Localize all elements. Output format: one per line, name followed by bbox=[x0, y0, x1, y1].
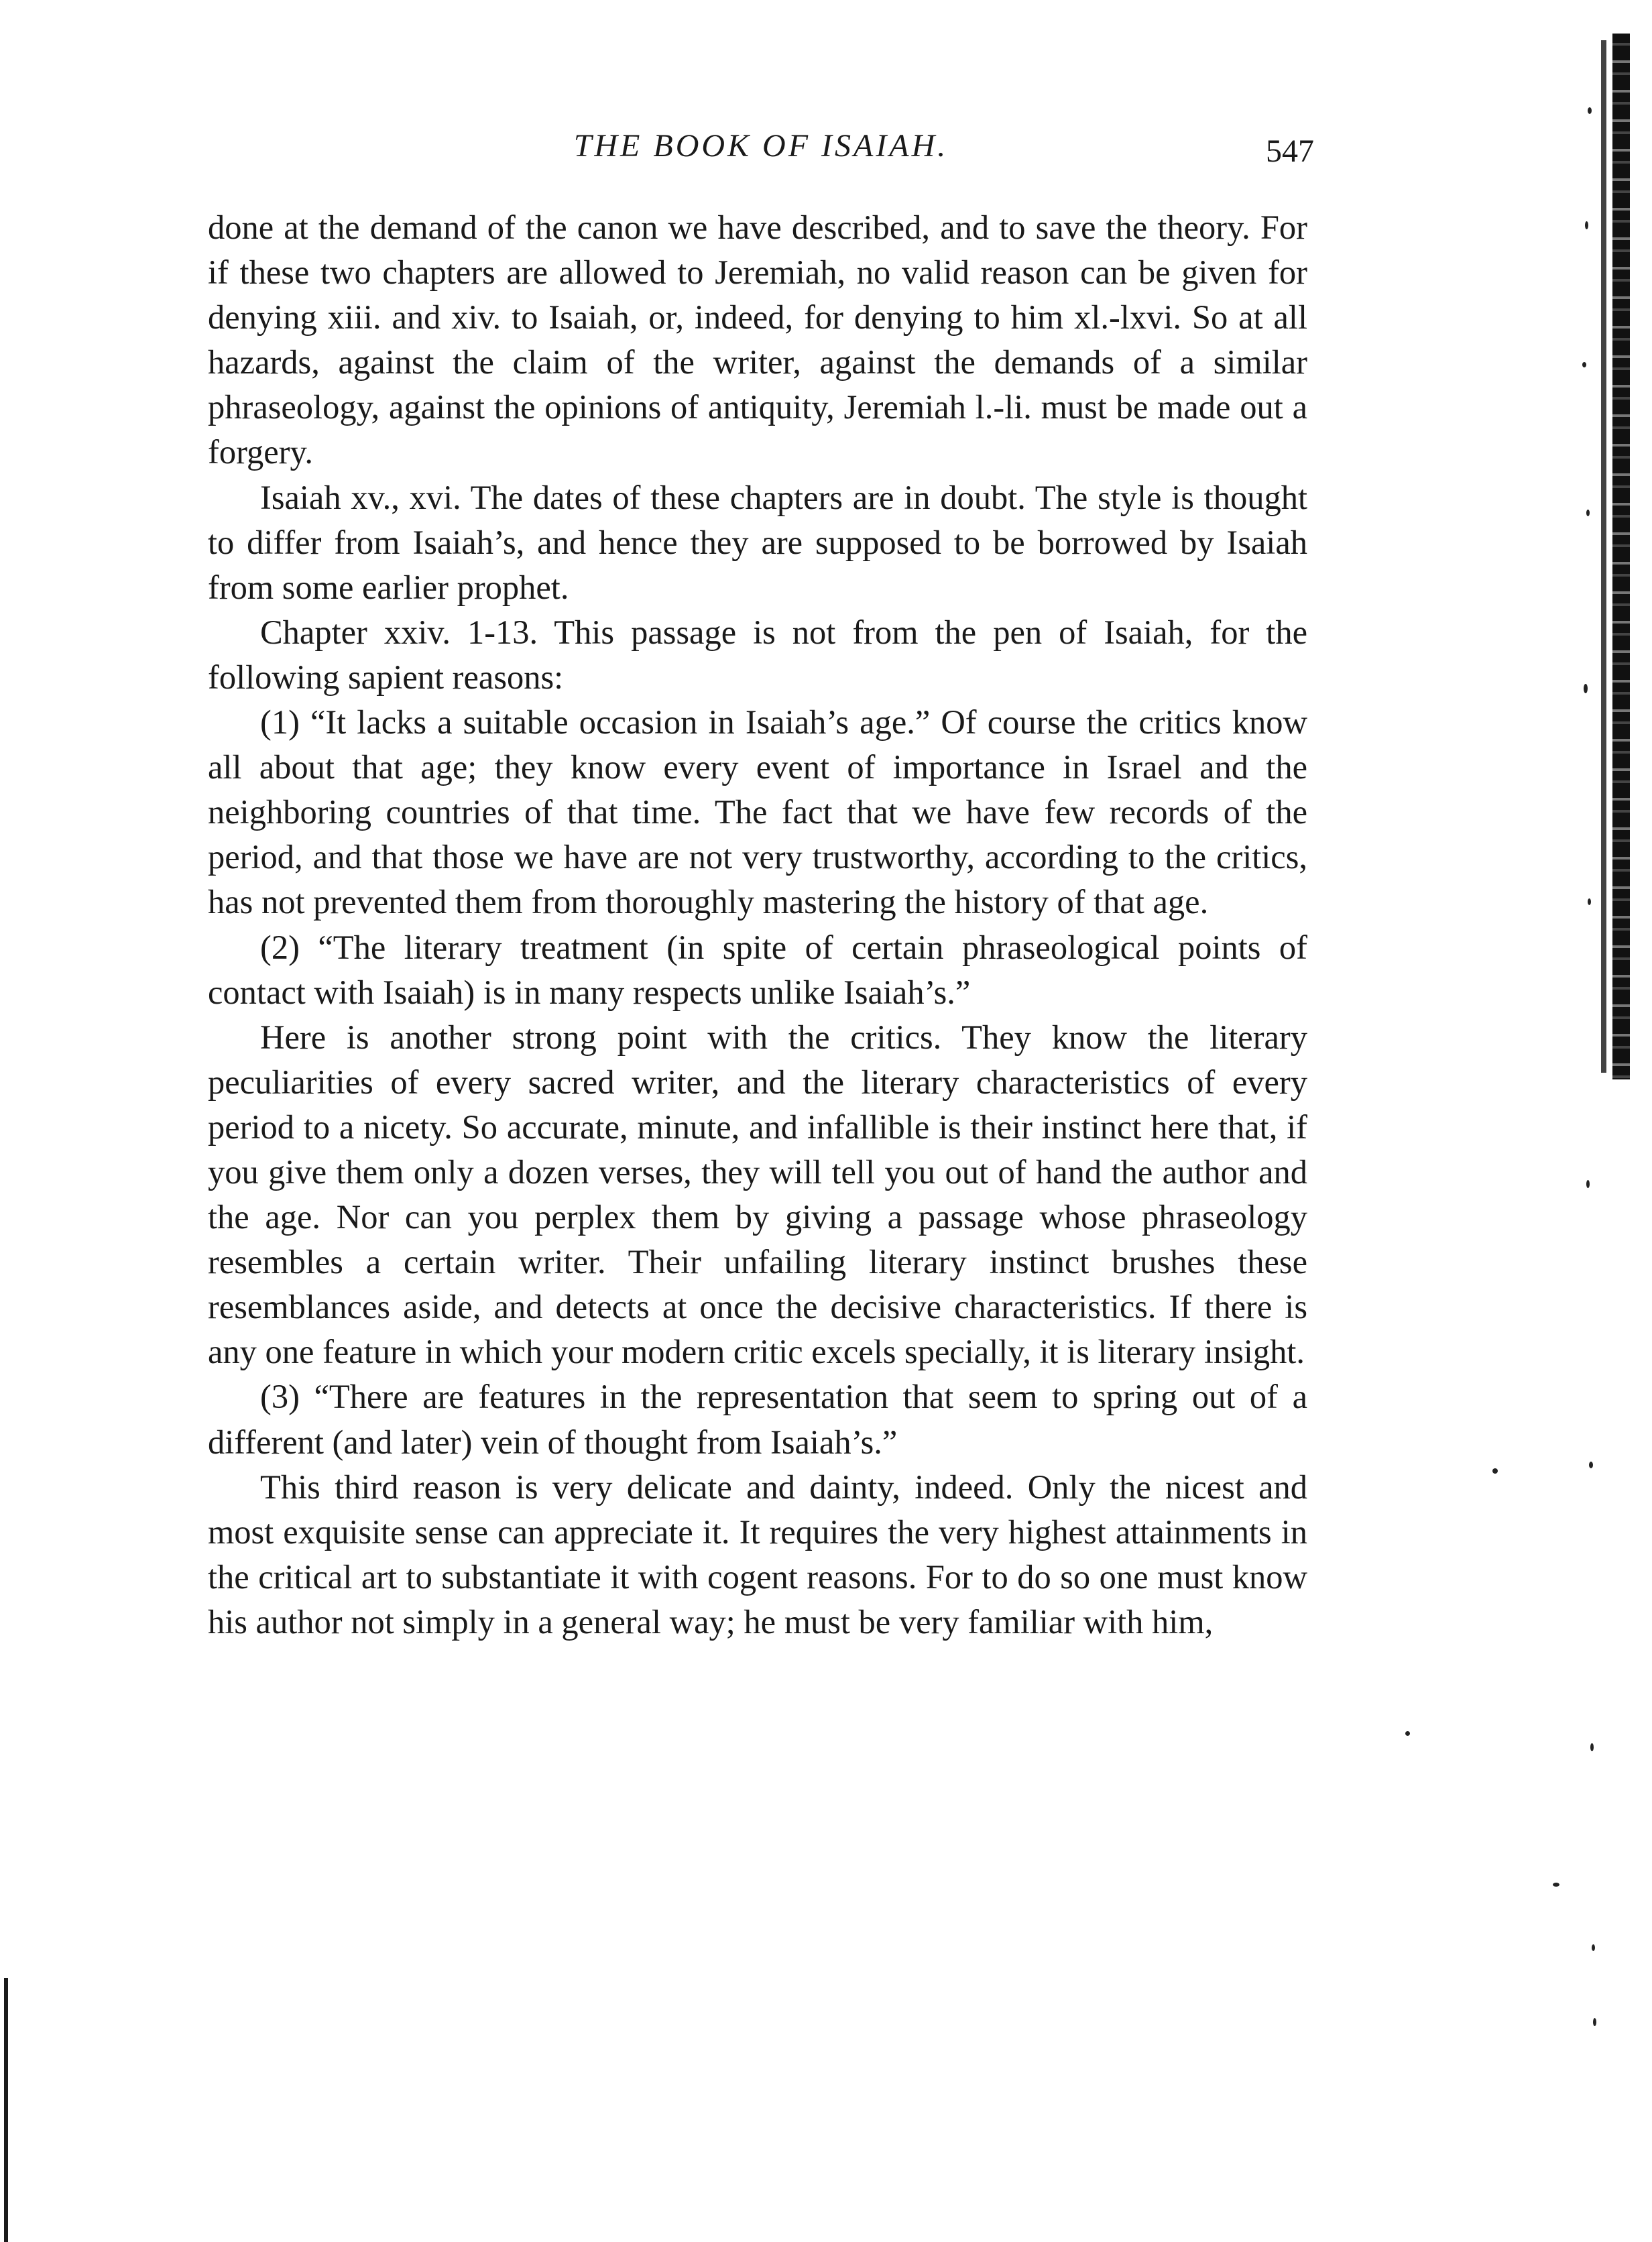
page-header bbox=[208, 121, 1314, 174]
binding-shadow bbox=[1601, 40, 1606, 1073]
edge-speck bbox=[1588, 107, 1592, 114]
paragraph-1: done at the demand of the canon we have described, and to save the theory. For if these two chapters are allowed to Jeremiah, no valid reason can be given for denying xiii. and xiv. to Isaiah, or, indeed, for denying to him xl.-lxvi. So at all hazards, against the claim of the writer, against the demands of a similar phraseology, against the opinions of antiquity, Jeremiah l.-li. must be made out a forgery. bbox=[208, 209, 1307, 471]
paragraph-8: This third reason is very delicate and dainty, indeed. Only the nicest and most exquisite sense can appreciate it. It requires the very highest attainments in the critical art to substantiate it with cogent reasons. For to do so one must know his author not simply in a general way; he must be very familiar with him, bbox=[208, 1468, 1307, 1641]
edge-speck bbox=[1582, 362, 1586, 367]
edge-speck bbox=[1405, 1731, 1410, 1736]
edge-speck bbox=[1589, 1462, 1593, 1468]
binding-edge bbox=[1612, 34, 1630, 1079]
running-title: THE BOOK OF ISAIAH. bbox=[573, 128, 949, 164]
edge-speck bbox=[1592, 1944, 1595, 1951]
scan-edge-line bbox=[4, 1978, 8, 2242]
edge-speck bbox=[1588, 898, 1591, 905]
edge-speck bbox=[1590, 1743, 1594, 1751]
body-text bbox=[208, 205, 1307, 1645]
paragraph-2: Isaiah xv., xvi. The dates of these chapters are in doubt. The style is thought to differ from Isaiah’s, and hence they are supposed to be borrowed by Isaiah from some earlier prophet. bbox=[208, 478, 1307, 606]
paragraph-6: Here is another strong point with the critics. They know the literary peculiarities of every sacred writer, and the literary characteristics of every period to a nicety. So accurate, minute, and infallible is their instinct here that, if you give them only a dozen verses, they will tell you out of hand the author and the age. Nor can you perplex them by giving a passage whose phraseology resembles a certain writer. Their unfailing literary instinct brushes these resemblances aside, and detects at once the decisive characteristics. If there is any one feature in which your modern critic excels specially, it is literary insight. bbox=[208, 1018, 1307, 1371]
edge-speck bbox=[1553, 1883, 1559, 1887]
paragraph-3: Chapter xxiv. 1-13. This passage is not from the pen of Isaiah, for the following sapient reasons: bbox=[208, 613, 1307, 696]
paragraph-7: (3) “There are features in the representation that seem to spring out of a different (and later) vein of thought from Isaiah’s.” bbox=[208, 1378, 1307, 1461]
paragraph-5: (2) “The literary treatment (in spite of certain phraseological points of contact with Isaiah) is in many respects unlike Isaiah’s.” bbox=[208, 928, 1307, 1011]
edge-speck bbox=[1586, 1180, 1590, 1188]
edge-speck bbox=[1593, 2018, 1596, 2026]
page-number: 547 bbox=[1266, 133, 1314, 169]
paragraph-4: (1) “It lacks a suitable occasion in Isaiah’s age.” Of course the critics know all about that age; they know every event of importance in Israel and the neighboring countries of that time. The fact that we have few records of the period, and that those we have are not very trustworthy, according to the critics, has not prevented them from thoroughly mastering the history of that age. bbox=[208, 703, 1307, 921]
edge-speck bbox=[1584, 684, 1588, 693]
edge-speck bbox=[1586, 510, 1590, 516]
edge-speck bbox=[1585, 221, 1588, 229]
edge-speck bbox=[1492, 1468, 1498, 1474]
